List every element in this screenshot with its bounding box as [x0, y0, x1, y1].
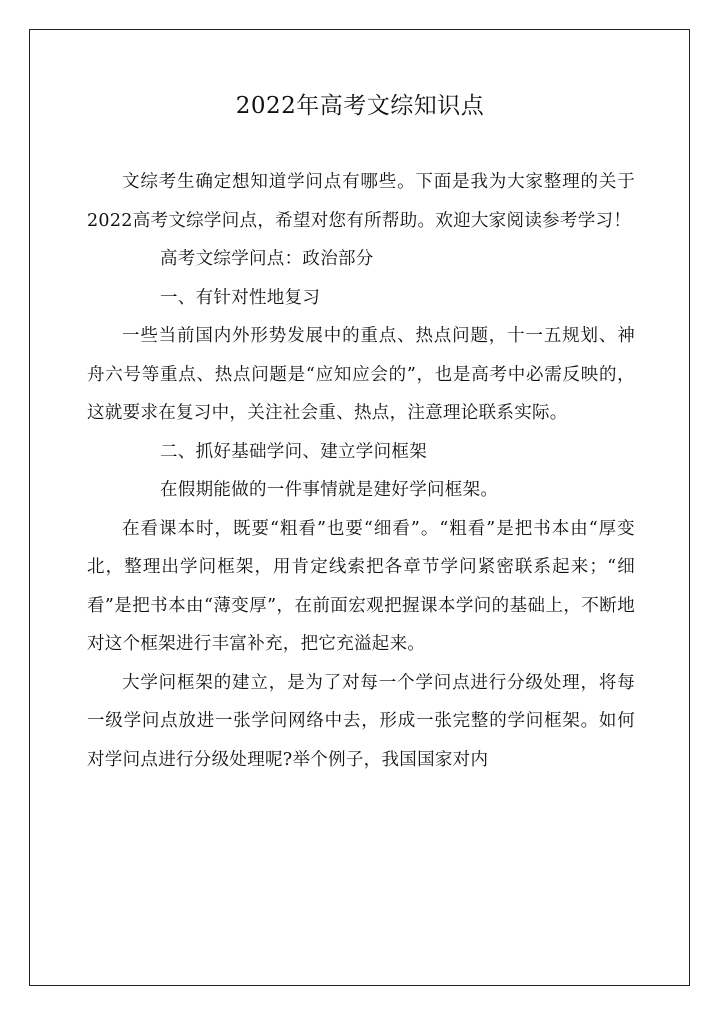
paragraph-framework-building: 大学问框架的建立，是为了对每一个学问点进行分级处理，将每一级学问点放进一张学问网络中去，形成一张完整的学问框架。如何对学问点进行分级处理呢?举个例子，我国国家对内 [87, 672, 635, 770]
document-body [87, 163, 635, 779]
paragraph-intro: 文综考生确定想知道学问点有哪些。下面是我为大家整理的关于2022高考文综学问点，希望对您有所帮助。欢迎大家阅读参考学习！ [87, 172, 635, 231]
subheading-knowledge-framework: 二、抓好基础学问、建立学问框架 [160, 441, 427, 462]
subheading-targeted-review: 一、有针对性地复习 [160, 287, 321, 308]
paragraph-reading-method: 在看课本时，既要“粗看”也要“细看”。“粗看”是把书本由“厚变北，整理出学问框架，用肯定线索把各章节学问紧密联系起来；“细看”是把书本由“薄变厚”，在前面宏观把握课本学问的基础上，不断地对这个框架进行丰富补充，把它充溢起来。 [87, 518, 635, 654]
paragraph-holiday-task: 在假期能做的一件事情就是建好学问框架。 [160, 480, 499, 500]
paragraph-hot-issues: 一些当前国内外形势发展中的重点、热点问题，十一五规划、神舟六号等重点、热点问题是“应知应会的”，也是高考中必需反映的，这就要求在复习中，关注社会重、热点，注意理论联系实际。 [87, 326, 635, 423]
section-heading-politics: 高考文综学问点：政治部分 [160, 249, 374, 269]
document-title: 2022年高考文综知识点 [235, 93, 485, 119]
